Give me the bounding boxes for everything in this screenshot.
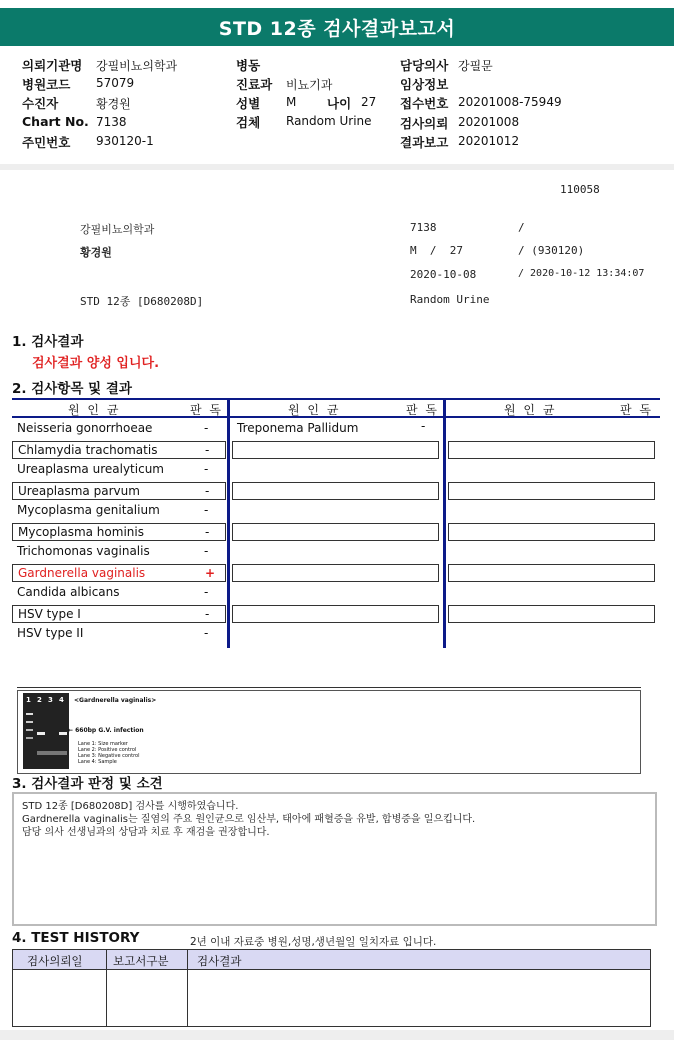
organism-name: Chlamydia trachomatis (18, 442, 158, 457)
col3-org-header: 원 인 균 (504, 403, 557, 417)
organism-name: Neisseria gonorrhoeae (17, 421, 153, 435)
organism-result: - (205, 606, 210, 621)
history-table (12, 949, 651, 1027)
report-title: STD 12종 검사결과보고서 (0, 8, 674, 46)
section1-title: 1. 검사결과 (12, 334, 84, 350)
empty-result-cell (448, 564, 655, 582)
table-row (12, 441, 226, 459)
gel-marker-band (26, 721, 33, 723)
hospital-code-value: 57079 (96, 76, 135, 90)
organism-result: - (204, 503, 209, 517)
age-label: 나이 (327, 96, 352, 111)
empty-result-cell (232, 482, 439, 500)
table-row (12, 523, 226, 541)
chart-value: 7138 (96, 115, 127, 129)
table-row (12, 461, 226, 479)
gel-legend-item: Lane 3: Negative control (78, 753, 140, 759)
report-date1: 2020-10-08 (410, 268, 477, 281)
table-row (12, 502, 226, 520)
header-divider (0, 164, 674, 170)
history-col-type: 보고서구분 (113, 954, 169, 968)
result-summary: 검사결과 양성 입니다. (32, 356, 160, 371)
gel-primer-dimer (37, 751, 67, 755)
section3-title: 3. 검사결과 판정 및 소견 (12, 776, 163, 792)
table-row (12, 625, 226, 643)
history-header-row (13, 950, 650, 970)
gel-lane-1: 1 (26, 696, 31, 704)
report-date-value: 20201012 (458, 134, 520, 148)
report-test: STD 12종 [D680208D] (80, 295, 204, 308)
doctor-label: 담당의사 (400, 58, 449, 73)
organism-name: Mycoplasma genitalium (17, 503, 160, 517)
findings-box (12, 792, 657, 926)
organism-result: - (204, 544, 209, 558)
bottom-margin (0, 1030, 674, 1040)
organism-name: Gardnerella vaginalis (18, 565, 146, 580)
report-code: 110058 (560, 183, 600, 196)
receipt-label: 접수번호 (400, 96, 449, 111)
report-chart: 7138 (410, 221, 437, 234)
gel-legend-item: Lane 2: Positive control (78, 747, 137, 753)
table-top-border (12, 398, 660, 400)
patient-value: 황경원 (96, 97, 131, 111)
section2-title: 2. 검사항목 및 결과 (12, 381, 132, 397)
history-col-divider (106, 950, 107, 1026)
dept-value: 비뇨기과 (286, 78, 333, 92)
sex-value: M (286, 95, 297, 109)
institution-label: 의뢰기관명 (22, 58, 83, 73)
gel-marker-band (26, 729, 33, 731)
gel-legend-item: Lane 4: Sample (78, 759, 117, 765)
finding-line: STD 12종 [D680208D] 검사를 시행하였습니다. (22, 801, 239, 812)
report-sex-age: M / 27 (410, 244, 463, 257)
gel-lane-2: 2 (37, 696, 42, 704)
organism-result-positive: + (205, 565, 216, 580)
dept-label: 진료과 (236, 77, 273, 92)
column-divider-1 (227, 398, 230, 648)
gel-band-label: ← 660bp G.V. infection (68, 727, 144, 734)
specimen-label: 검체 (236, 115, 261, 130)
report-slash: / (518, 221, 525, 234)
gel-panel (17, 690, 641, 774)
empty-result-cell (448, 441, 655, 459)
gel-marker-band (26, 713, 33, 715)
column-divider-2 (443, 398, 446, 648)
report-date-label: 결과보고 (400, 135, 449, 150)
chart-label: Chart No. (22, 114, 89, 129)
table-row (12, 543, 226, 561)
col2-judge-header: 판 독 (406, 403, 439, 417)
history-col-divider (187, 950, 188, 1026)
organism-result: - (204, 462, 209, 476)
organism-result: - (205, 483, 210, 498)
gel-lane-3: 3 (48, 696, 53, 704)
empty-result-cell (232, 523, 439, 541)
col3-judge-header: 판 독 (620, 403, 653, 417)
report-specimen: Random Urine (410, 293, 490, 306)
organism-name: HSV type I (18, 606, 81, 621)
report-clinic: 강필비뇨의학과 (80, 223, 155, 236)
organism-name: Treponema Pallidum (237, 421, 359, 435)
receipt-value: 20201008-75949 (458, 95, 562, 109)
table-row (12, 564, 226, 582)
age-value: 27 (361, 95, 377, 109)
col1-judge-header: 판 독 (190, 403, 223, 417)
empty-result-cell (448, 523, 655, 541)
gel-legend-item: Lane 1: Size marker (78, 741, 128, 747)
section4-title: 4. TEST HISTORY (12, 930, 140, 946)
organism-name: Ureaplasma parvum (18, 483, 140, 498)
gel-title: <Gardnerella vaginalis> (74, 697, 157, 704)
table-row (12, 605, 226, 623)
history-note: 2년 이내 자료중 병원,성명,생년월일 일치자료 입니다. (190, 936, 437, 948)
ward-label: 병동 (236, 58, 261, 73)
table-row (12, 584, 226, 602)
empty-result-cell (448, 482, 655, 500)
institution-value: 강필비뇨의학과 (96, 59, 178, 73)
request-label: 검사의뢰 (400, 116, 449, 131)
empty-result-cell (232, 441, 439, 459)
gel-image (23, 693, 69, 769)
organism-name: Ureaplasma urealyticum (17, 462, 164, 476)
organism-result: - (205, 442, 210, 457)
gel-marker-band (26, 737, 33, 739)
empty-result-cell (232, 605, 439, 623)
empty-result-cell (448, 605, 655, 623)
report-dob: / (930120) (518, 244, 585, 257)
rrn-label: 주민번호 (22, 135, 71, 150)
hospital-code-label: 병원코드 (22, 77, 71, 92)
gel-sample-band (59, 732, 67, 735)
gel-positive-band (37, 732, 45, 735)
report-patient: 황경원 (80, 246, 112, 259)
gel-lane-4: 4 (59, 696, 64, 704)
organism-result: - (204, 626, 209, 640)
rrn-value: 930120-1 (96, 134, 154, 148)
col1-org-header: 원 인 균 (68, 403, 121, 417)
sex-label: 성별 (236, 96, 261, 111)
finding-line: 담당 의사 선생님과의 상담과 치료 후 재검을 권장합니다. (22, 827, 270, 838)
organism-result: - (204, 421, 209, 435)
patient-label: 수진자 (22, 96, 59, 111)
organism-name: HSV type II (17, 626, 84, 640)
organism-result: - (204, 585, 209, 599)
history-col-result: 검사결과 (197, 954, 242, 968)
table-row (12, 420, 226, 438)
report-date2: / 2020-10-12 13:34:07 (518, 268, 645, 279)
organism-result: - (205, 524, 210, 539)
clinical-label: 임상정보 (400, 77, 449, 92)
doctor-value: 강필문 (458, 59, 493, 73)
gel-legend (78, 741, 140, 765)
organism-name: Candida albicans (17, 585, 120, 599)
organism-result: - (421, 419, 426, 433)
empty-result-cell (232, 564, 439, 582)
request-value: 20201008 (458, 115, 520, 129)
header-info (0, 46, 674, 165)
organism-name: Mycoplasma hominis (18, 524, 144, 539)
col2-org-header: 원 인 균 (288, 403, 341, 417)
specimen-value: Random Urine (286, 114, 372, 128)
table-row (12, 482, 226, 500)
history-col-date: 검사의뢰일 (27, 954, 83, 968)
finding-line: Gardnerella vaginalis는 질염의 주요 원인균으로 임산부, 태아에 패혈증을 유발, 합병증을 일으킵니다. (22, 814, 476, 825)
organism-name: Trichomonas vaginalis (17, 544, 150, 558)
